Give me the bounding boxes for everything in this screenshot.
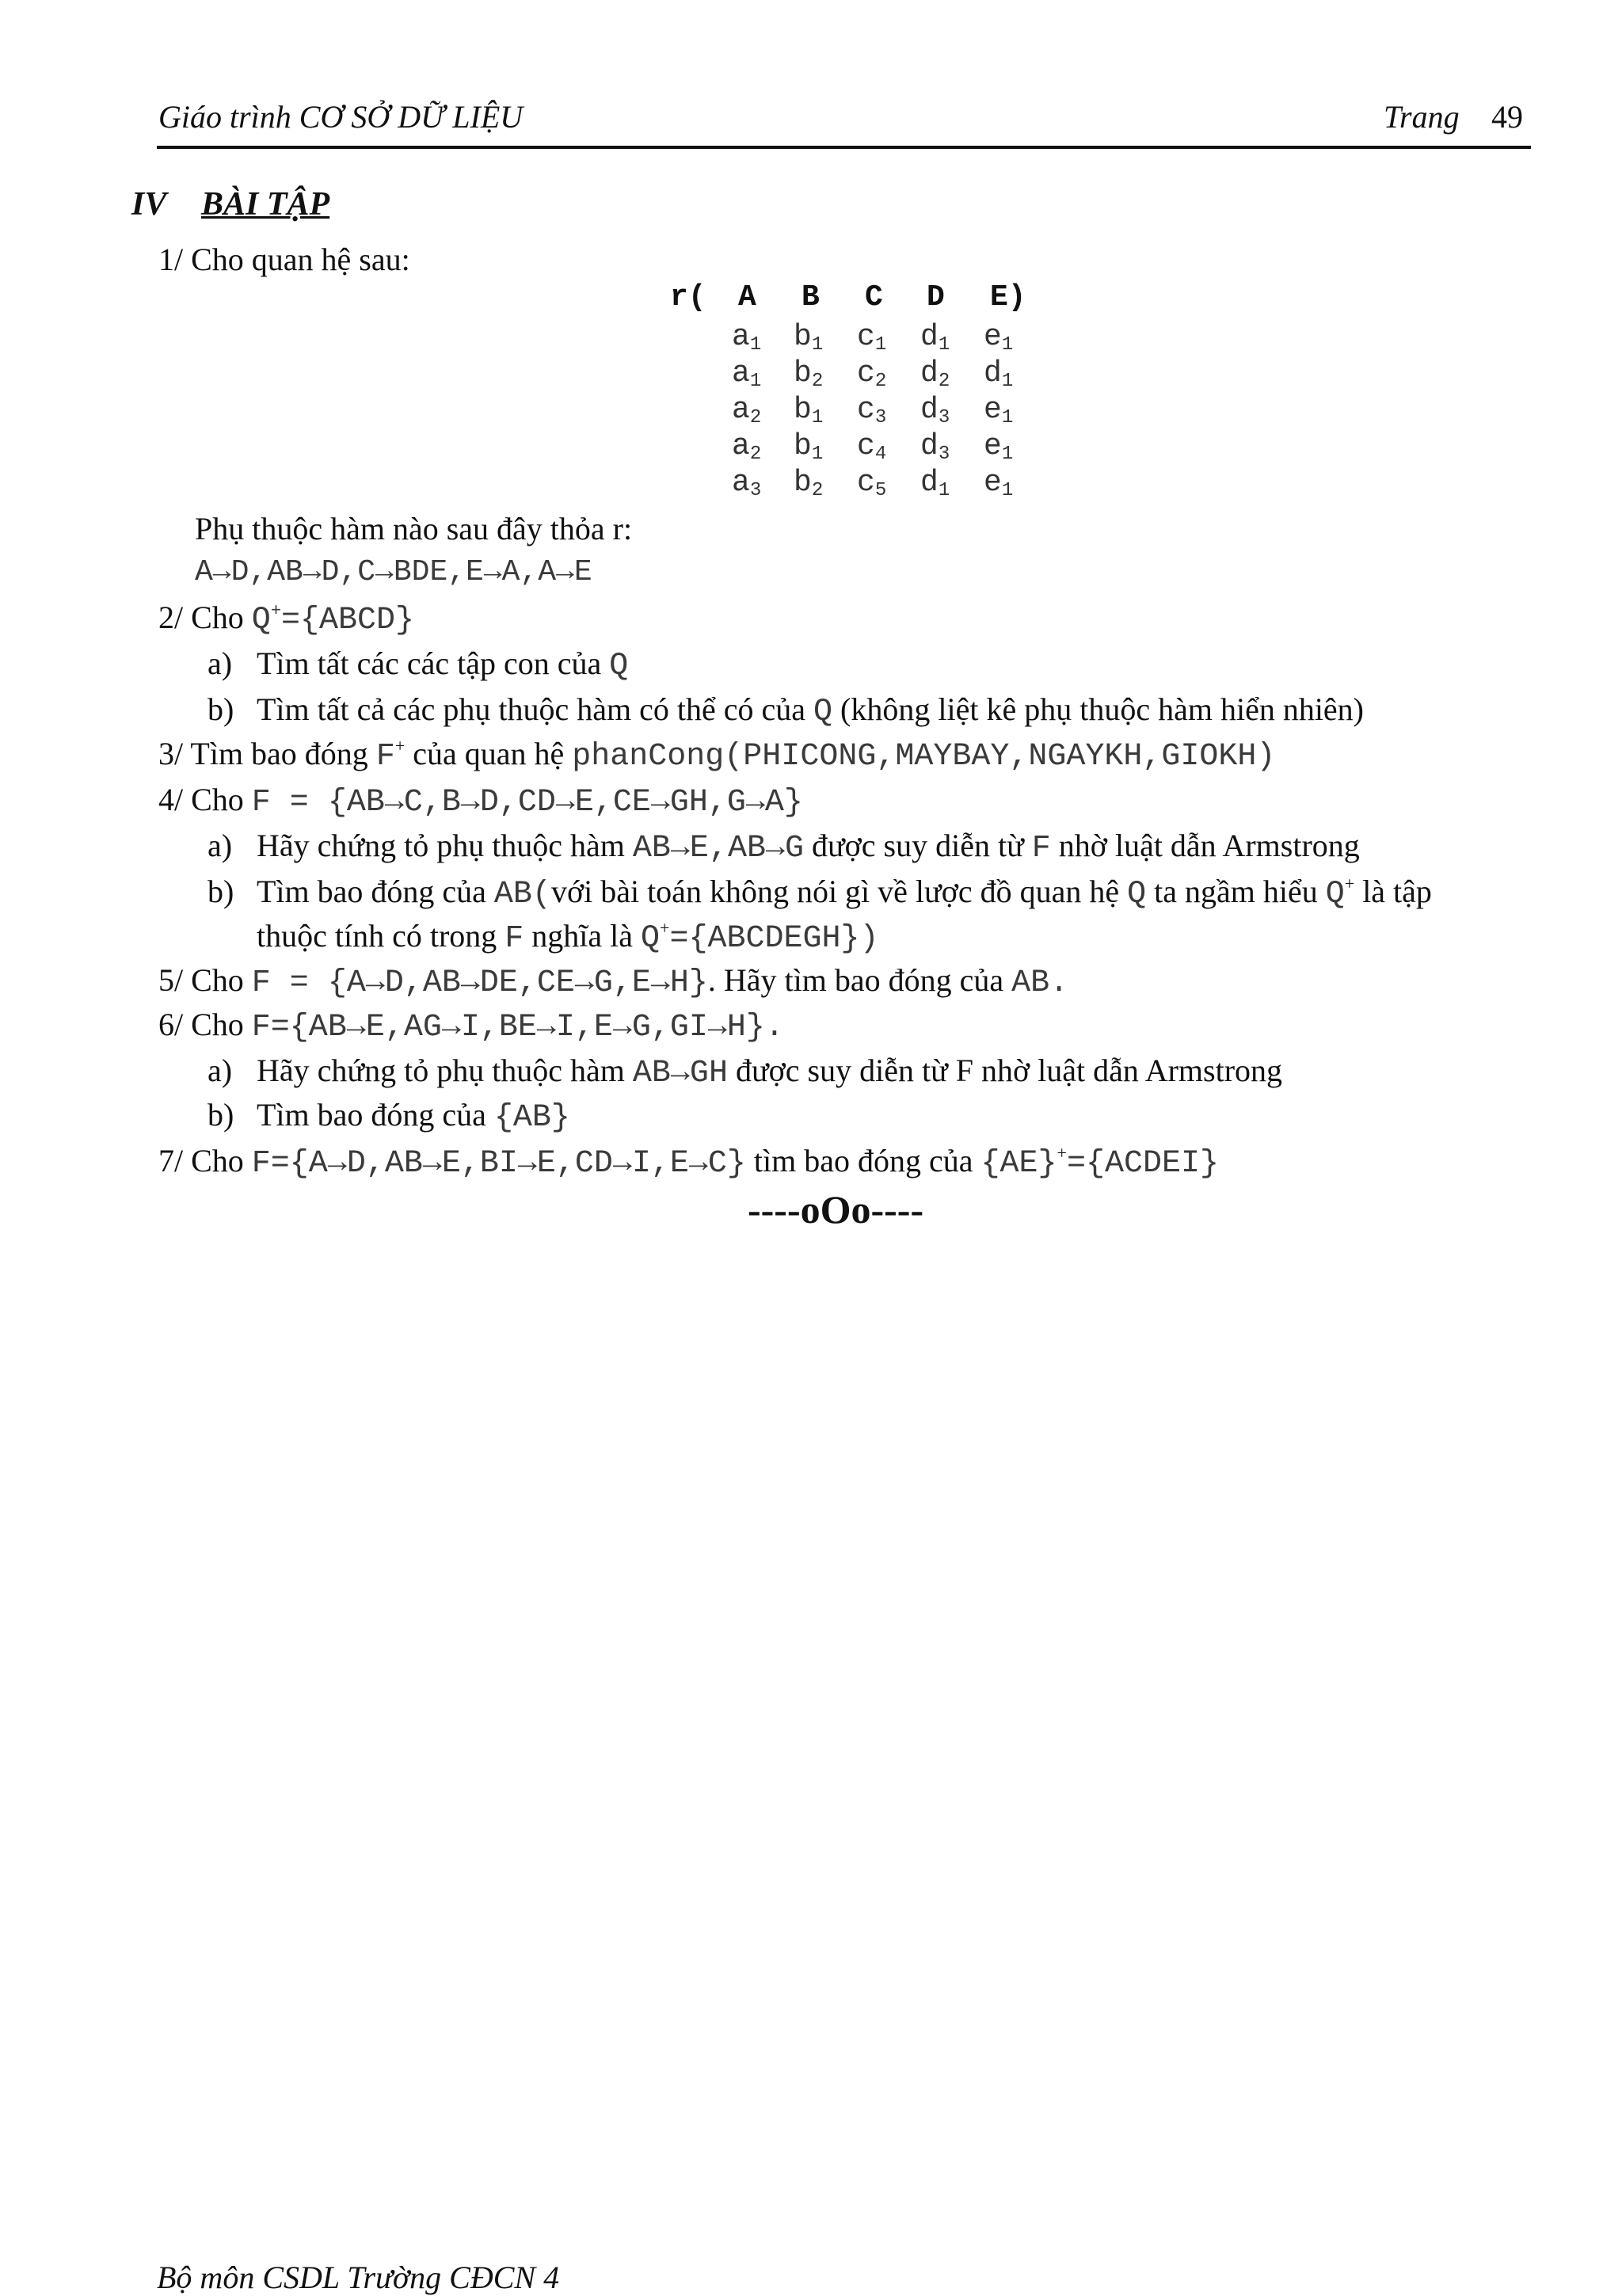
q4-b2-text1: thuộc tính có trong	[257, 918, 505, 954]
q6-a-text2: được suy diễn từ F nhờ luật dẫn Armstrong	[727, 1053, 1283, 1088]
relation-cell	[794, 393, 823, 427]
relation-cell-value: d	[920, 356, 939, 390]
q6-b-label: b)	[208, 1097, 234, 1133]
q1-intro: 1/ Cho quan hệ sau:	[158, 242, 410, 277]
relation-cell	[857, 429, 886, 463]
q4-b-sup: +	[1344, 874, 1355, 893]
relation-cell-value: c	[857, 393, 875, 427]
q7-line	[158, 1145, 1219, 1180]
relation-cell	[984, 320, 1013, 354]
relation-cell	[920, 356, 950, 390]
q4-f-eq: F =	[251, 785, 328, 821]
relation-cell-value: d	[920, 429, 939, 463]
q6-line	[158, 1009, 784, 1044]
q5-line	[158, 962, 1069, 1001]
relation-cell-value: e	[984, 393, 1002, 427]
q7-ae: {AE}	[980, 1146, 1057, 1182]
relation-cell-value: a	[732, 466, 750, 500]
relation-cell-value: a	[732, 393, 750, 427]
q4-b-ab: AB(	[493, 877, 551, 912]
q2-a	[257, 645, 629, 684]
section-heading	[131, 185, 329, 223]
q4-a-label: a)	[208, 828, 233, 863]
q2-b-text2: (không liệt kê phụ thuộc hàm hiển nhiên)	[832, 691, 1365, 727]
q4-prefix: 4/ Cho	[158, 782, 252, 817]
relation-cell	[732, 356, 761, 390]
relation-cell-subscript: 5	[874, 480, 887, 501]
q2-b	[257, 691, 1365, 730]
relation-cell	[984, 356, 1013, 390]
relation-cell-subscript: 2	[749, 407, 762, 428]
q6-a-text1: Hãy chứng tỏ phụ thuộc hàm	[257, 1053, 633, 1088]
q2-prefix: 2/ Cho	[158, 600, 252, 635]
header-page-label: Trang	[1384, 99, 1460, 135]
relation-cell-subscript: 3	[874, 407, 887, 428]
relation-attr-a: A	[738, 280, 756, 314]
relation-cell-value: a	[732, 429, 750, 463]
q3-f: F	[375, 739, 395, 775]
q3-prefix: 3/ Tìm bao đóng	[158, 736, 376, 771]
relation-cell-subscript: 3	[749, 480, 762, 501]
q4-b-text3: ta ngầm hiểu	[1146, 874, 1326, 909]
q6-a-label: a)	[208, 1053, 233, 1088]
relation-cell-value: d	[920, 466, 939, 500]
relation-cell-subscript: 2	[749, 444, 762, 465]
q4-b2-text2: nghĩa là	[524, 918, 642, 954]
q4-a	[257, 830, 1360, 865]
relation-open: r(	[670, 280, 706, 314]
relation-cell-subscript: 3	[938, 407, 950, 428]
relation-cell-subscript: 1	[811, 334, 824, 356]
relation-cell	[794, 429, 823, 463]
relation-cell	[794, 466, 823, 500]
q7-prefix: 7/ Cho	[158, 1143, 252, 1178]
header-rule	[157, 146, 1531, 149]
relation-cell-value: c	[857, 320, 875, 354]
relation-cell-value: a	[732, 356, 750, 390]
q2-b-label: b)	[208, 691, 234, 727]
relation-cell-subscript: 1	[749, 371, 762, 392]
q4-a-text3: nhờ luật dẫn Armstrong	[1050, 828, 1360, 863]
header-title: Giáo trình CƠ SỞ DỮ LIỆU	[158, 99, 524, 135]
relation-cell-subscript: 1	[749, 334, 762, 356]
relation-cell	[984, 393, 1013, 427]
relation-cell	[920, 320, 950, 354]
relation-cell-subscript: 4	[874, 444, 887, 465]
q6-a-fd: AB→GH	[632, 1056, 728, 1091]
q2-line	[158, 602, 414, 637]
relation-cell-value: b	[794, 429, 812, 463]
relation-cell	[794, 356, 823, 390]
q4-b-text1: Tìm bao đóng của	[257, 874, 494, 909]
relation-attr-b: B	[801, 280, 820, 314]
relation-cell-subscript: 1	[811, 407, 824, 428]
end-mark: ----oOo----	[748, 1187, 924, 1232]
q4-a-fds: AB→E,AB→G	[632, 831, 804, 866]
relation-cell-subscript: 1	[874, 334, 887, 356]
q6-a	[257, 1055, 1282, 1090]
relation-cell-subscript: 1	[1001, 371, 1014, 392]
q4-set: {AB→C,B→D,CD→E,CE→GH,G→A}	[327, 785, 803, 821]
relation-cell-value: d	[984, 356, 1002, 390]
q3-line	[158, 738, 1275, 773]
relation-cell	[857, 356, 886, 390]
relation-cell-value: b	[794, 320, 812, 354]
relation-cell-subscript: 1	[1001, 407, 1014, 428]
relation-cell	[984, 429, 1013, 463]
relation-cell	[794, 320, 823, 354]
relation-cell	[857, 466, 886, 500]
q7-sup: +	[1057, 1143, 1067, 1163]
relation-cell-subscript: 1	[1001, 480, 1014, 501]
relation-cell	[732, 393, 761, 427]
relation-cell	[920, 393, 950, 427]
q5-prefix: 5/ Cho	[158, 962, 252, 998]
q2-sup: +	[270, 601, 282, 621]
q4-b-q: Q	[1127, 877, 1147, 912]
relation-cell	[732, 466, 761, 500]
relation-cell-subscript: 2	[811, 371, 824, 392]
relation-cell-subscript: 1	[811, 444, 824, 465]
relation-cell-value: e	[984, 320, 1002, 354]
relation-cell	[732, 320, 761, 354]
relation-attr-d: D	[927, 280, 945, 314]
q7-text: tìm bao đóng của	[745, 1143, 981, 1178]
q4-b-q2: Q	[1325, 877, 1345, 912]
q6-b-text: Tìm bao đóng của	[257, 1097, 494, 1133]
q4-a-text2: được suy diễn từ	[803, 828, 1032, 863]
relation-cell-value: d	[920, 320, 939, 354]
q3-sup: +	[394, 736, 406, 756]
q4-b2-f: F	[504, 921, 524, 957]
relation-cell-value: c	[857, 429, 875, 463]
relation-cell-subscript: 1	[1001, 444, 1014, 465]
relation-cell-value: b	[794, 356, 812, 390]
relation-cell-value: e	[984, 466, 1002, 500]
q4-line	[158, 784, 803, 819]
q2-q: Q	[251, 603, 271, 638]
relation-cell-value: a	[732, 320, 750, 354]
relation-cell-subscript: 3	[938, 444, 950, 465]
q7-result: ={ACDEI}	[1066, 1146, 1219, 1182]
relation-cell-value: c	[857, 356, 875, 390]
relation-cell	[732, 429, 761, 463]
q5-ab: AB.	[1011, 965, 1069, 1001]
relation-attr-e: E)	[990, 280, 1026, 314]
relation-cell-subscript: 2	[938, 371, 950, 392]
relation-cell-subscript: 2	[811, 480, 824, 501]
footer-text: Bộ môn CSDL Trường CĐCN 4	[157, 2260, 560, 2295]
q6-set: F={AB→E,AG→I,BE→I,E→G,GI→H}.	[251, 1010, 784, 1045]
q3-relation: phanCong(PHICONG,MAYBAY,NGAYKH,GIOKH)	[572, 739, 1276, 775]
q4-b2-q: Q	[641, 921, 661, 957]
q4-b-label: b)	[208, 874, 234, 909]
q4-b-continued	[257, 920, 879, 955]
q6-prefix: 6/ Cho	[158, 1007, 252, 1042]
relation-cell-value: b	[794, 466, 812, 500]
q6-b	[257, 1099, 570, 1134]
q2-b-q: Q	[813, 695, 833, 730]
relation-cell-subscript: 1	[1001, 334, 1014, 356]
section-title: BÀI TẬP	[201, 186, 330, 223]
relation-cell-subscript: 1	[938, 480, 950, 501]
q2-a-q: Q	[609, 649, 629, 684]
relation-cell-subscript: 1	[938, 334, 950, 356]
q4-a-text1: Hãy chứng tỏ phụ thuộc hàm	[257, 828, 633, 863]
q3-mid: của quan hệ	[405, 736, 573, 771]
relation-cell	[984, 466, 1013, 500]
q5-text: . Hãy tìm bao đóng của	[707, 962, 1012, 998]
q6-b-set: {AB}	[493, 1100, 570, 1136]
relation-cell	[857, 320, 886, 354]
q4-b2-sup: +	[660, 918, 670, 938]
q1-question: Phụ thuộc hàm nào sau đây thỏa r:	[195, 511, 633, 546]
relation-cell-value: b	[794, 393, 812, 427]
q2-b-text1: Tìm tất cả các phụ thuộc hàm có thể có của	[257, 691, 814, 727]
relation-cell	[857, 393, 886, 427]
relation-cell-value: e	[984, 429, 1002, 463]
relation-cell-value: d	[920, 393, 939, 427]
q2-a-label: a)	[208, 645, 233, 681]
q4-b-text2: với bài toán không nói gì về lược đồ quan hệ	[550, 874, 1128, 909]
q5-set: F = {A→D,AB→DE,CE→G,E→H}	[251, 965, 708, 1001]
q1-fds: A→D,AB→D,C→BDE,E→A,A→E	[195, 555, 592, 589]
q4-a-f: F	[1031, 831, 1051, 866]
q4-b2-set: ={ABCDEGH})	[669, 921, 879, 957]
section-number: IV	[131, 186, 167, 223]
q2-set: ={ABCD}	[281, 603, 415, 638]
q4-b	[257, 876, 1432, 911]
relation-attr-c: C	[865, 280, 883, 314]
relation-cell	[920, 429, 950, 463]
header-page-number: 49	[1491, 99, 1523, 135]
q2-a-text: Tìm tất các các tập con của	[257, 645, 610, 681]
relation-cell-value: c	[857, 466, 875, 500]
relation-cell	[920, 466, 950, 500]
q7-set: F={A→D,AB→E,BI→E,CD→I,E→C}	[251, 1146, 746, 1182]
q4-b-text4: là tập	[1354, 874, 1432, 909]
relation-cell-subscript: 2	[874, 371, 887, 392]
